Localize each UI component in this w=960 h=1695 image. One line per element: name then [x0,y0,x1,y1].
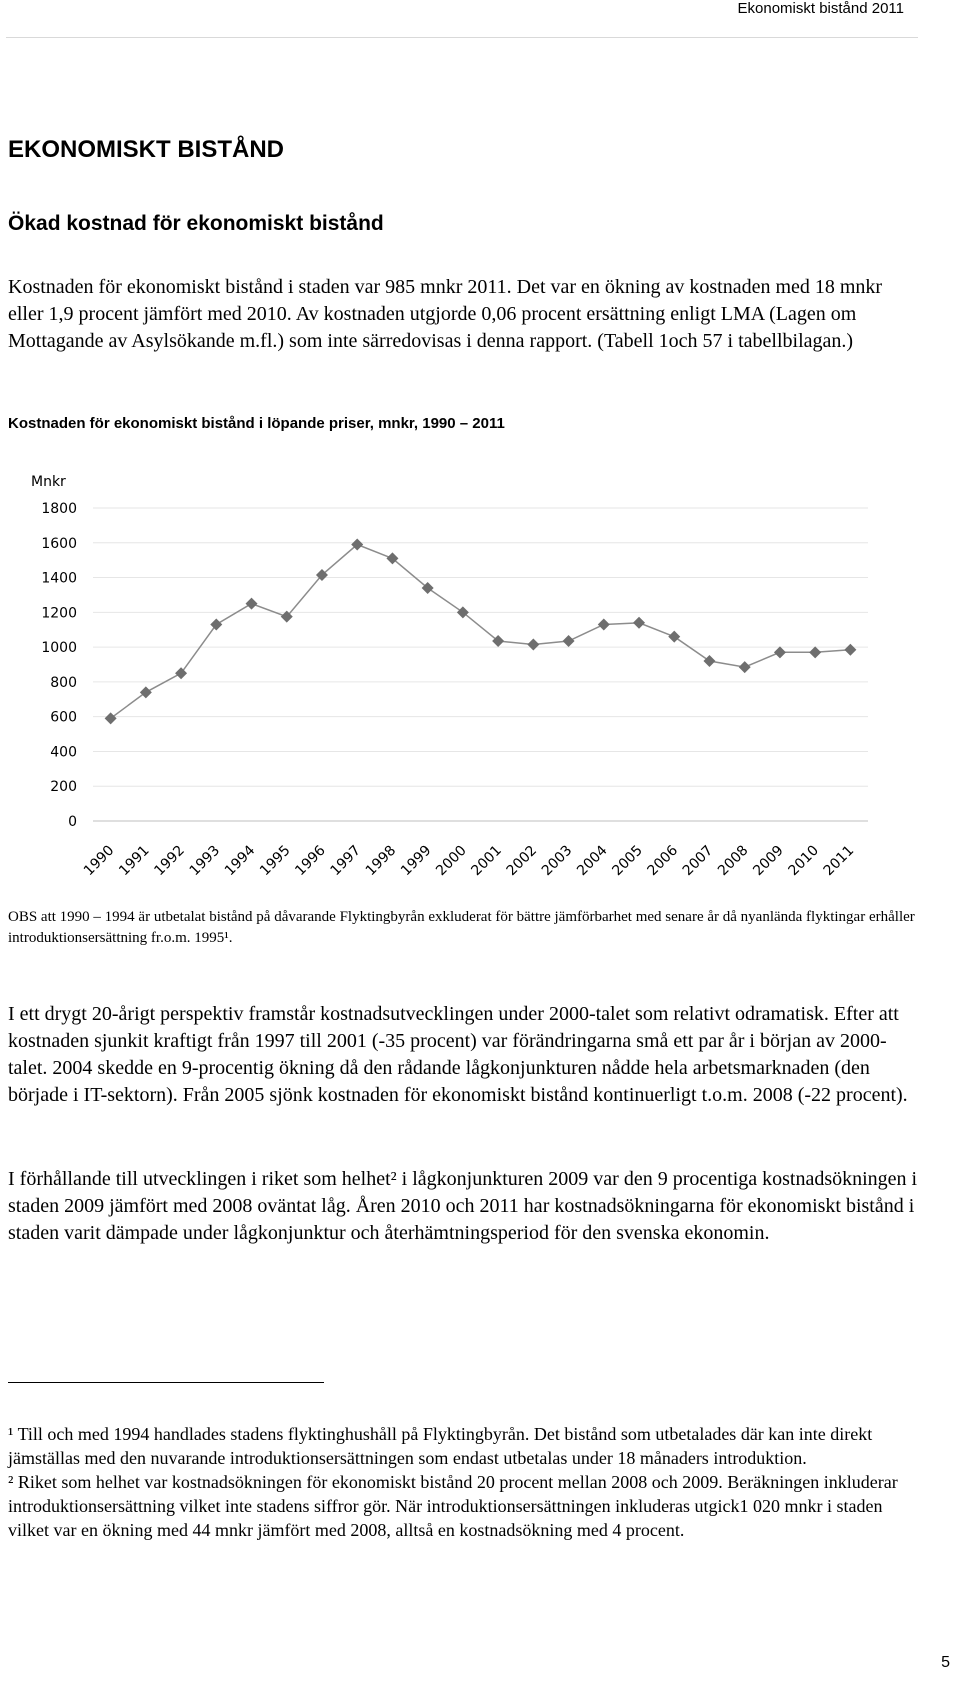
data-point-2010 [809,646,821,658]
data-point-2009 [774,646,786,658]
x-tick-label: 1992 [151,842,188,880]
y-tick-label: 1400 [41,570,77,587]
y-tick-label: 600 [50,709,77,726]
data-point-1990 [105,712,117,724]
footnote-separator [8,1382,324,1383]
subsection-title: Ökad kostnad för ekonomiskt bistånd [8,212,384,235]
section-title: EKONOMISKT BISTÅND [8,136,284,163]
running-header: Ekonomiskt bistånd 2011 [737,0,904,17]
y-tick-label: 1600 [41,535,77,552]
data-point-1994 [246,598,258,610]
x-tick-label: 2011 [820,842,858,880]
y-tick-label: 800 [50,674,77,691]
data-point-1993 [210,619,222,631]
y-tick-label: 0 [68,814,77,830]
data-point-2003 [563,635,575,647]
x-tick-label: 1996 [292,842,329,880]
y-tick-labels [41,501,77,830]
y-tick-label: 200 [50,779,77,796]
x-tick-label: 1990 [80,842,118,880]
series-markers [105,539,857,725]
intro-paragraph: Kostnaden för ekonomiskt bistånd i staden var 985 mnkr 2011. Det var en ökning av kostnaden med 18 mnkr eller 1,9 procent jämfört med 2010. Av kostnaden utgjorde 0,06 procent ersättning enligt LMA (Lagen om Mottagande av Asylsökande m.fl.) som inte särredovisas i denna rapport. (Tabell 1och 57 i tabellbilagan.) [8,276,883,352]
x-tick-label: 2004 [574,842,611,880]
x-tick-label: 2003 [538,842,576,880]
trend-paragraph: I ett drygt 20-årigt perspektiv framstår kostnadsutvecklingen under 2000-talet som relativt odramatisk. Efter att kostnaden sjunkit kraftigt från 1997 till 2001 (-35 procent) var förändringarna små ett par år i början av 2000-talet. 2004 skedde en 9-procentig ökning då den rådande lågkonjunkturen nådde hela arbetsmarknaden (den började i IT-sektorn). Från 2005 sjönk kostnaden för ekonomiskt bistånd kontinuerligt t.o.m. 2008 (-22 procent). [8,1003,908,1106]
x-tick-label: 2005 [609,842,646,880]
chart-caption: Kostnaden för ekonomiskt bistånd i löpande priser, mnkr, 1990 – 2011 [8,415,505,432]
x-tick-label: 1995 [257,842,294,880]
x-tick-label: 2001 [468,842,505,880]
data-point-2007 [703,655,715,667]
chart-note: OBS att 1990 – 1994 är utbetalat bistånd på dåvarande Flyktingbyrån exkluderat för bättre jämförbarhet med senare år då nyanlända flyktingar erhåller introduktionsersättning fr.o.m. 1995¹. [8,909,915,946]
header-divider [6,37,918,38]
data-point-1992 [175,667,187,679]
y-tick-label: 1200 [41,605,77,622]
data-point-2008 [739,661,751,673]
x-tick-label: 1993 [186,842,224,880]
data-point-2004 [598,619,610,631]
x-tick-label: 1997 [327,842,365,880]
y-tick-label: 1800 [41,501,77,517]
x-tick-label: 2007 [679,842,717,880]
x-tick-label: 1991 [116,842,153,880]
relation-paragraph: I förhållande till utvecklingen i riket som helhet² i lågkonjunkturen 2009 var den 9 procentiga kostnadsökningen i staden 2009 jämfört med 2008 oväntat låg. Åren 2010 och 2011 har kostnadsökningarna för ekonomiskt bistånd i staden varit dämpade under lågkonjunktur och återhämtningsperiod för den svenska ekonomin. [8,1168,918,1244]
x-tick-label: 2002 [503,842,541,880]
x-tick-label: 1994 [221,842,259,880]
y-tick-label: 1000 [41,640,77,657]
data-point-2005 [633,617,645,629]
x-tick-label: 1999 [397,842,435,880]
data-point-2002 [527,639,539,651]
footnotes [8,1422,913,1542]
x-tick-label: 2009 [750,842,787,880]
cost-line-chart [0,458,960,898]
footnote-2: ² Riket som helhet var kostnadsökningen för ekonomiskt bistånd 20 procent mellan 2008 och 2009. Beräkningen inkluderar introduktionsersättning vilket inte stadens siffror gör. När introduktionsersättningen inkluderas utgick1 020 mnkr i staden vilket var en ökning med 44 mnkr jämfört med 2008, alltså en kostnadsökning med 4 procent. [8,1472,898,1540]
series-line [111,545,851,719]
footnote-1: ¹ Till och med 1994 handlades stadens flyktinghushåll på Flyktingbyrån. Det bistånd som utbetalades där kan inte direkt jämställas med den nuvarande introduktionsersättningen som endast utbetalas under 18 månaders introduktion. [8,1424,873,1468]
data-point-2006 [668,631,680,643]
y-tick-label: 400 [50,744,77,761]
x-tick-labels [81,842,857,879]
x-tick-label: 2000 [433,842,470,880]
page-number: 5 [941,1654,950,1671]
data-point-1991 [140,686,152,698]
x-tick-label: 2008 [715,842,752,880]
x-tick-label: 2006 [644,842,682,880]
y-axis-unit-label: Mnkr [31,474,66,490]
x-tick-label: 1998 [362,842,400,880]
x-tick-label: 2010 [785,842,822,880]
data-point-2011 [844,644,856,656]
